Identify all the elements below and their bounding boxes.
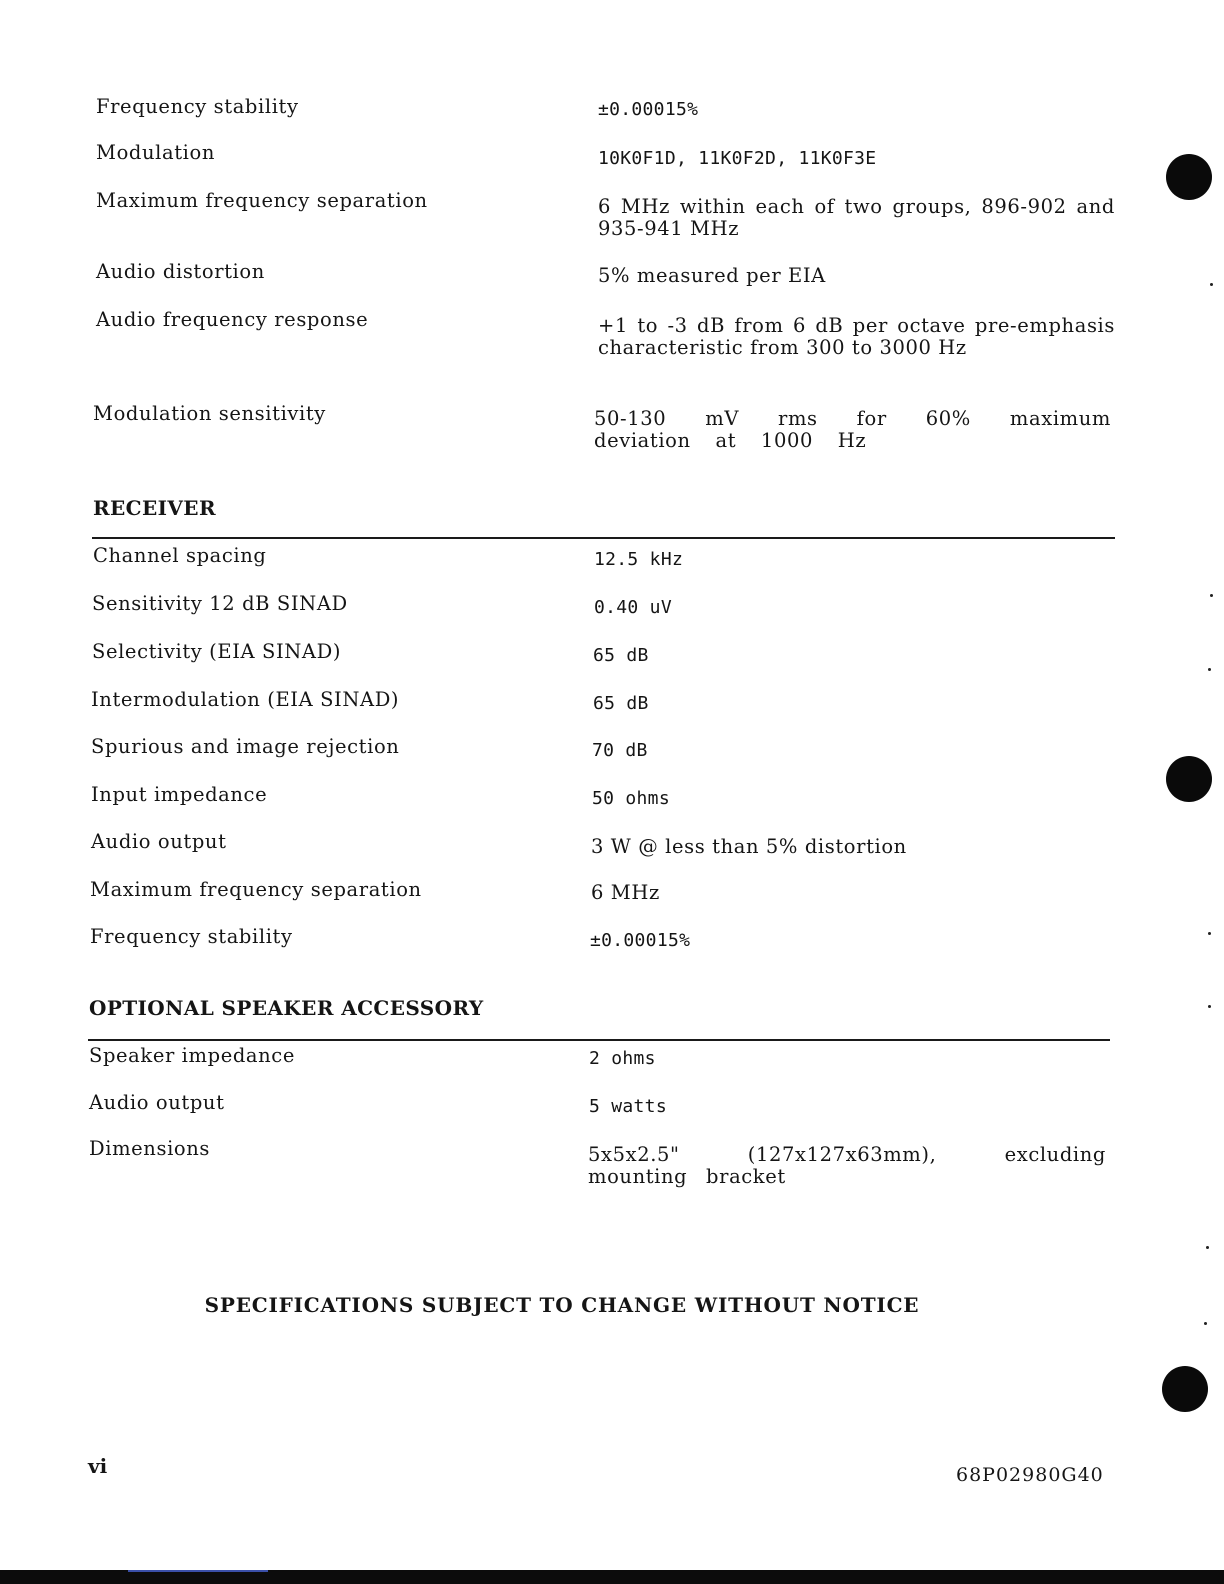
spec-label: Modulation: [96, 141, 215, 164]
spec-label: Sensitivity 12 dB SINAD: [92, 592, 348, 615]
spec-value: 10K0F1D, 11K0F2D, 11K0F3E: [598, 148, 877, 169]
spec-value: 5% measured per EIA: [598, 264, 826, 287]
spec-value: 50 ohms: [592, 788, 670, 809]
spec-label: Audio frequency response: [96, 308, 369, 331]
spec-label: Audio output: [89, 1091, 225, 1114]
spec-label: Audio distortion: [96, 260, 265, 283]
spec-value: 6 MHz within each of two groups, 896-902 and 935-941 MHz: [598, 195, 1115, 240]
edge-speck: [1208, 1005, 1211, 1008]
spec-label: Channel spacing: [93, 544, 267, 567]
spec-value: 6 MHz: [591, 881, 660, 904]
spec-label: Maximum frequency separation: [96, 189, 428, 212]
punch-hole: [1166, 154, 1212, 200]
edge-speck: [1204, 1322, 1207, 1325]
speaker-divider: [88, 1039, 1110, 1041]
spec-label: Intermodulation (EIA SINAD): [91, 688, 400, 711]
page-number: vi: [88, 1454, 108, 1478]
spec-value: ±0.00015%: [590, 930, 691, 951]
spec-label: Input impedance: [91, 783, 268, 806]
punch-hole: [1162, 1366, 1208, 1412]
spec-label: Audio output: [91, 830, 227, 853]
spec-label: Modulation sensitivity: [93, 402, 326, 425]
spec-value: 5 watts: [589, 1096, 667, 1117]
spec-value: 2 ohms: [589, 1048, 656, 1069]
spec-label: Dimensions: [89, 1137, 211, 1160]
spec-value: +1 to -3 dB from 6 dB per octave pre-emphasis characteristic from 300 to 3000 Hz: [598, 314, 1115, 359]
spec-value: 65 dB: [593, 645, 649, 666]
spec-label: Selectivity (EIA SINAD): [92, 640, 342, 663]
spec-label: Frequency stability: [90, 925, 293, 948]
speaker-heading: OPTIONAL SPEAKER ACCESSORY: [89, 996, 484, 1020]
specifications-notice: SPECIFICATIONS SUBJECT TO CHANGE WITHOUT NOTICE: [204, 1293, 920, 1317]
spec-value: 70 dB: [592, 740, 648, 761]
spec-label: Speaker impedance: [89, 1044, 295, 1067]
receiver-heading: RECEIVER: [93, 496, 216, 520]
document-number: 68P02980G40: [956, 1464, 1104, 1486]
edge-speck: [1210, 594, 1213, 597]
spec-value: 65 dB: [593, 693, 649, 714]
edge-speck: [1206, 1246, 1209, 1249]
scan-bottom-edge: [0, 1570, 1224, 1584]
scan-edge-highlight: [128, 1570, 268, 1572]
spec-label: Frequency stability: [96, 95, 299, 118]
spec-label: Spurious and image rejection: [91, 735, 400, 758]
spec-value: 5x5x2.5" (127x127x63mm), excluding mounting bracket: [588, 1143, 1106, 1188]
spec-value: 0.40 uV: [594, 597, 672, 618]
spec-value: 50-130 mV rms for 60% maximum deviation at 1000 Hz: [594, 407, 1111, 452]
punch-hole: [1166, 756, 1212, 802]
edge-speck: [1208, 668, 1211, 671]
edge-speck: [1210, 283, 1213, 286]
spec-label: Maximum frequency separation: [90, 878, 422, 901]
spec-value: 12.5 kHz: [594, 549, 684, 570]
edge-speck: [1208, 932, 1211, 935]
receiver-divider: [92, 537, 1115, 539]
spec-value: 3 W @ less than 5% distortion: [591, 835, 907, 858]
spec-value: ±0.00015%: [598, 99, 699, 120]
